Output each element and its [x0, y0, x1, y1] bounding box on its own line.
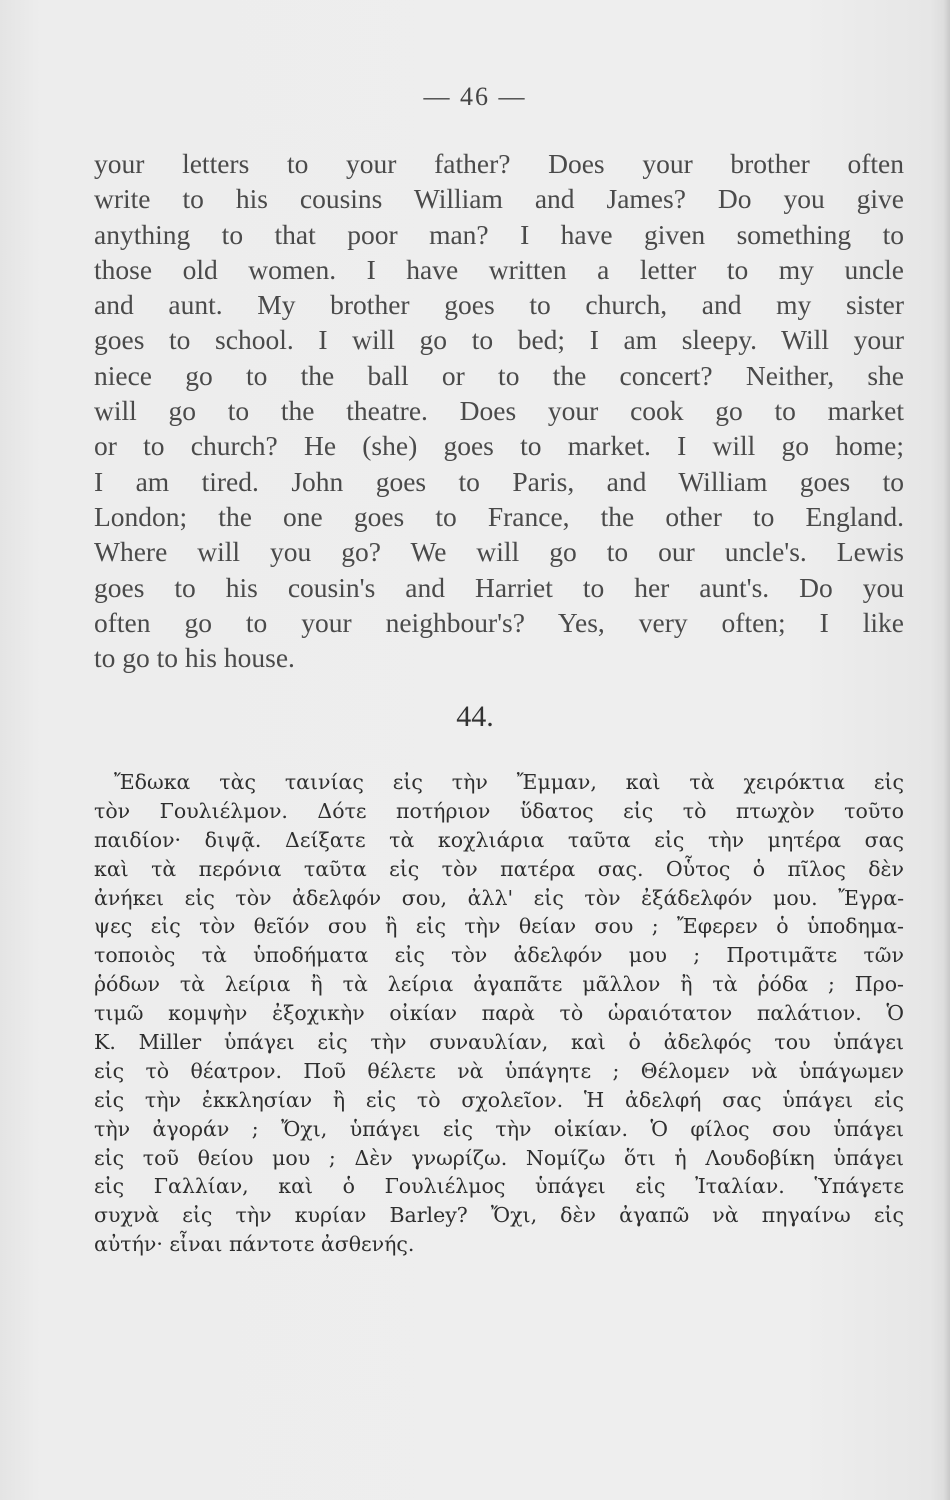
text-line: to go to his house. — [94, 642, 295, 674]
text-line: ἀνήκει εἰς τὸν ἀδελφόν σου, ἀλλ' εἰς τὸν ἐξάδελφόν μου. Ἔγρα- — [94, 885, 904, 910]
text-line: and aunt. My brother goes to church, and my sister — [94, 289, 904, 321]
text-line: τὸν Γουλιέλμον. Δότε ποτήριον ὕδατος εἰς τὸ πτωχὸν τοῦτο — [94, 798, 904, 823]
greek-exercise-text — [94, 768, 904, 1259]
text-line: goes to school. I will go to bed; I am sleepy. Will your — [94, 324, 904, 356]
text-line: τὴν ἀγοράν ; Ὄχι, ὑπάγει εἰς τὴν οἰκίαν. Ὁ φίλος σου ὑπάγει — [94, 1116, 904, 1141]
text-line: your letters to your father? Does your brother often — [94, 148, 904, 179]
text-line: εἰς τὴν ἐκκλησίαν ἢ εἰς τὸ σχολεῖον. Ἡ ἀδελφή σας ὑπάγει εἰς — [94, 1087, 904, 1112]
text-line: παιδίον· διψᾷ. Δείξατε τὰ κοχλιάρια ταῦτα εἰς τὴν μητέρα σας — [94, 827, 904, 852]
text-line: καὶ τὰ περόνια ταῦτα εἰς τὸν πατέρα σας. Οὗτος ὁ πῖλος δὲν — [94, 856, 904, 881]
text-line: write to his cousins William and James? Do you give — [94, 183, 904, 215]
text-line: Ἔδωκα τὰς ταινίας εἰς τὴν Ἔμμαν, καὶ τὰ χειρόκτια εἰς — [114, 770, 904, 794]
text-line: often go to your neighbour's? Yes, very often; I like — [94, 606, 904, 638]
exercise-number: 44. — [456, 700, 494, 733]
page-edge-shadow — [944, 0, 950, 1500]
text-line: London; the one goes to France, the other to England. — [94, 500, 904, 532]
text-line: αὐτήν· εἶναι πάντοτε ἀσθενής. — [94, 1232, 415, 1257]
text-line: K. Miller ὑπάγει εἰς τὴν συναυλίαν, καὶ ὁ ἀδελφός του ὑπάγει — [94, 1030, 904, 1055]
text-line: I am tired. John goes to Paris, and William goes to — [94, 465, 904, 497]
text-line: ῥόδων τὰ λείρια ἢ τὰ λείρια ἀγαπᾶτε μᾶλλον ἢ τὰ ῥόδα ; Προ- — [94, 972, 904, 997]
text-line: niece go to the ball or to the concert? Neither, she — [94, 359, 904, 391]
text-line: εἰς Γαλλίαν, καὶ ὁ Γουλιέλμος ὑπάγει εἰς Ἰταλίαν. Ὑπάγετε — [94, 1174, 904, 1199]
text-line: anything to that poor man? I have given something to — [94, 218, 904, 250]
text-line: ψες εἰς τὸν θεῖόν σου ἢ εἰς τὴν θείαν σου ; Ἔφερεν ὁ ὑποδημα- — [94, 914, 904, 939]
text-line: συχνὰ εἰς τὴν κυρίαν Barley? Ὄχι, δὲν ἀγαπῶ νὰ πηγαίνω εἰς — [94, 1203, 904, 1228]
text-line: goes to his cousin's and Harriet to her aunt's. Do you — [94, 571, 904, 603]
text-line: εἰς τὸ θέατρον. Ποῦ θέλετε νὰ ὑπάγητε ; Θέλομεν νὰ ὑπάγωμεν — [94, 1058, 904, 1083]
text-line: those old women. I have written a letter to my uncle — [94, 253, 904, 285]
text-line: τοποιὸς τὰ ὑποδήματα εἰς τὸν ἀδελφόν μου ; Προτιμᾶτε τῶν — [94, 943, 904, 968]
english-exercise-text — [94, 146, 904, 675]
text-line: τιμῶ κομψὴν ἐξοχικὴν οἰκίαν παρὰ τὸ ὡραιότατον παλάτιον. Ὁ — [94, 1001, 904, 1026]
text-line: εἰς τοῦ θείου μου ; Δὲν γνωρίζω. Νομίζω ὅτι ἡ Λουδοβίκη ὑπάγει — [94, 1145, 904, 1170]
text-line: will go to the theatre. Does your cook go to market — [94, 395, 904, 427]
page-number: — 46 — — [423, 82, 527, 111]
text-line: Where will you go? We will go to our uncle's. Lewis — [94, 536, 904, 568]
text-line: or to church? He (she) goes to market. I will go home; — [94, 430, 904, 462]
